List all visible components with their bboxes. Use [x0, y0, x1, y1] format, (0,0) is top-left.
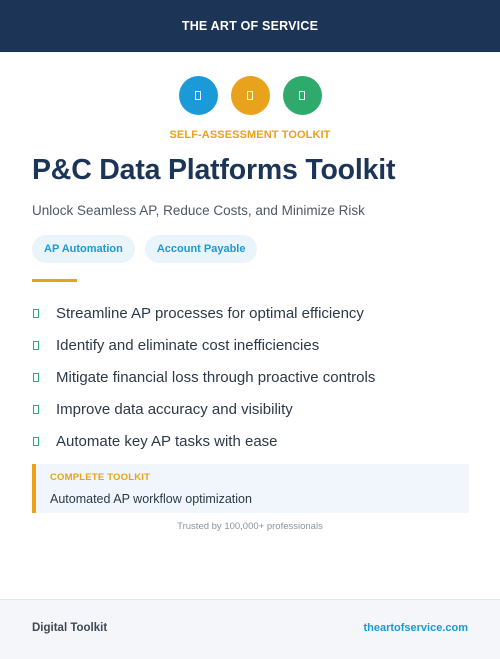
box-icon-green [283, 76, 322, 115]
header-bar [0, 0, 500, 52]
callout-box [32, 464, 469, 513]
feature-text: Mitigate financial loss through proactive controls [56, 368, 376, 386]
page-subtitle: Unlock Seamless AP, Reduce Costs, and Minimize Risk [32, 203, 365, 218]
box-icon-blue [179, 76, 218, 115]
check-icon [33, 437, 39, 446]
feature-text: Automate key AP tasks with ease [56, 432, 278, 450]
list-item [32, 361, 375, 393]
check-icon [33, 309, 39, 318]
feature-text: Streamline AP processes for optimal efficiency [56, 304, 364, 322]
website-link[interactable]: theartofservice.com [363, 622, 468, 634]
box-icon-orange [231, 76, 270, 115]
brand-title: THE ART OF SERVICE [181, 19, 319, 33]
check-icon [33, 373, 39, 382]
feature-text: Improve data accuracy and visibility [56, 400, 293, 418]
tag-account-payable: Account Payable [145, 235, 258, 263]
accent-divider [32, 279, 77, 282]
callout-label: COMPLETE TOOLKIT [50, 472, 151, 483]
feature-text: Identify and eliminate cost inefficiencies [56, 336, 320, 354]
list-item [32, 393, 375, 425]
check-icon [33, 341, 39, 350]
feature-list [32, 297, 375, 457]
callout-text: Automated AP workflow optimization [50, 492, 252, 506]
list-item [32, 297, 375, 329]
icon-row [0, 76, 500, 115]
tag-list [32, 235, 257, 263]
eyebrow-label: SELF-ASSESSMENT TOOLKIT [169, 129, 331, 141]
trust-note: Trusted by 100,000+ professionals [177, 521, 323, 532]
check-icon [33, 405, 39, 414]
list-item [32, 329, 375, 361]
footer-bar [0, 599, 500, 659]
tag-ap-automation: AP Automation [32, 235, 135, 263]
footer-label: Digital Toolkit [32, 622, 108, 634]
list-item [32, 425, 375, 457]
page-title: P&C Data Platforms Toolkit [32, 154, 396, 186]
